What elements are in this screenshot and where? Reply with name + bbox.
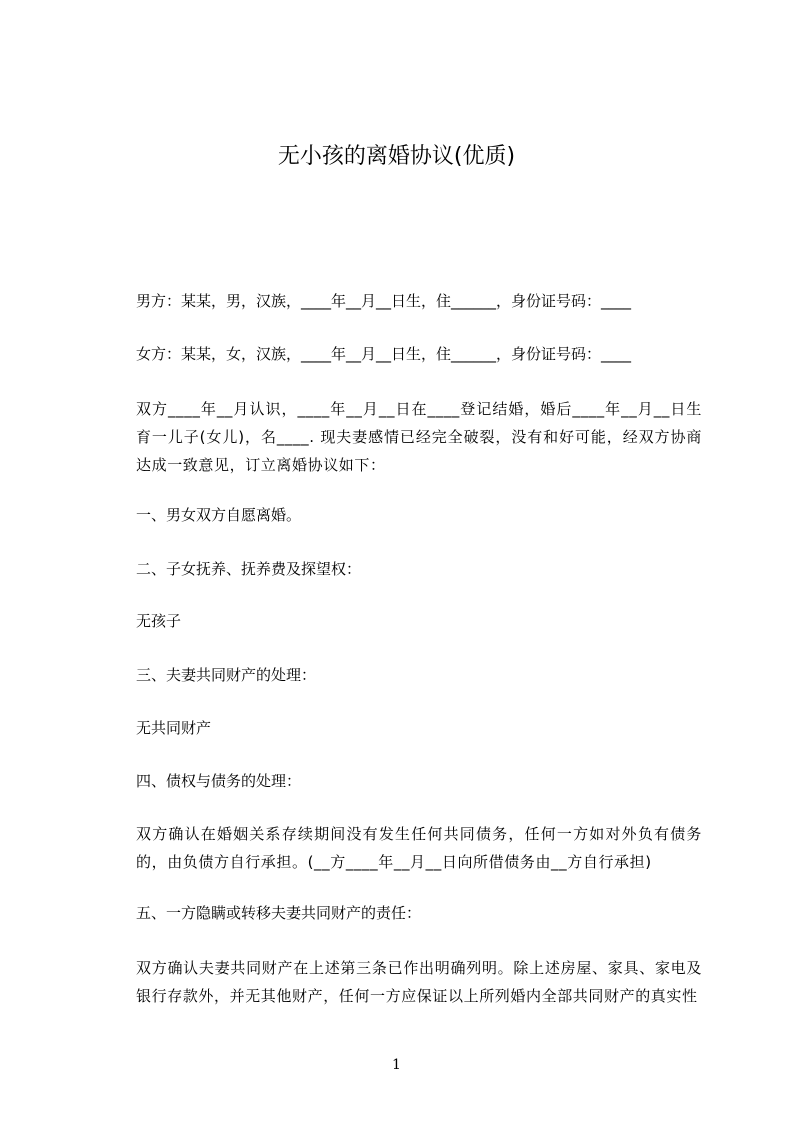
section-2-body: 无孩子 bbox=[136, 612, 182, 630]
section-5-body: 双方确认夫妻共同财产在上述第三条已作出明确列明。除上述房屋、家具、家电及银行存款外，并无其他财产，任何一方应保证以上所列婚内全部共同财产的真实性 bbox=[136, 959, 702, 1005]
intro-paragraph: 双方____年__月认识，____年__月__日在____登记结婚，婚后____年__月__日生育一儿子(女儿)，名____. 现夫妻感情已经完全破裂，没有和好可能，经双方协商达成一致意见，订立离婚协议如下： bbox=[136, 400, 702, 474]
section-3-heading: 三、夫妻共同财产的处理： bbox=[136, 666, 317, 684]
section-1-heading: 一、男女双方自愿离婚。 bbox=[136, 506, 302, 524]
section-5-heading: 五、一方隐瞒或转移夫妻共同财产的责任： bbox=[136, 904, 422, 922]
section-4-heading: 四、债权与债务的处理： bbox=[136, 772, 302, 790]
page-title: 无小孩的离婚协议(优质) bbox=[277, 144, 516, 169]
female-party-info: 女方：某某，女，汉族，____年__月__日生，住______，身份证号码：____ bbox=[136, 345, 632, 363]
section-4-body: 双方确认在婚姻关系存续期间没有发生任何共同债务，任何一方如对外负有债务的，由负债方自行承担。(__方____年__月__日向所借债务由__方自行承担) bbox=[136, 825, 702, 871]
section-2-heading: 二、子女抚养、抚养费及探望权： bbox=[136, 560, 362, 578]
section-3-body: 无共同财产 bbox=[136, 719, 212, 737]
page-number: 1 bbox=[392, 1057, 401, 1073]
male-party-info: 男方：某某，男，汉族，____年__月__日生，住______，身份证号码：____ bbox=[136, 292, 632, 310]
